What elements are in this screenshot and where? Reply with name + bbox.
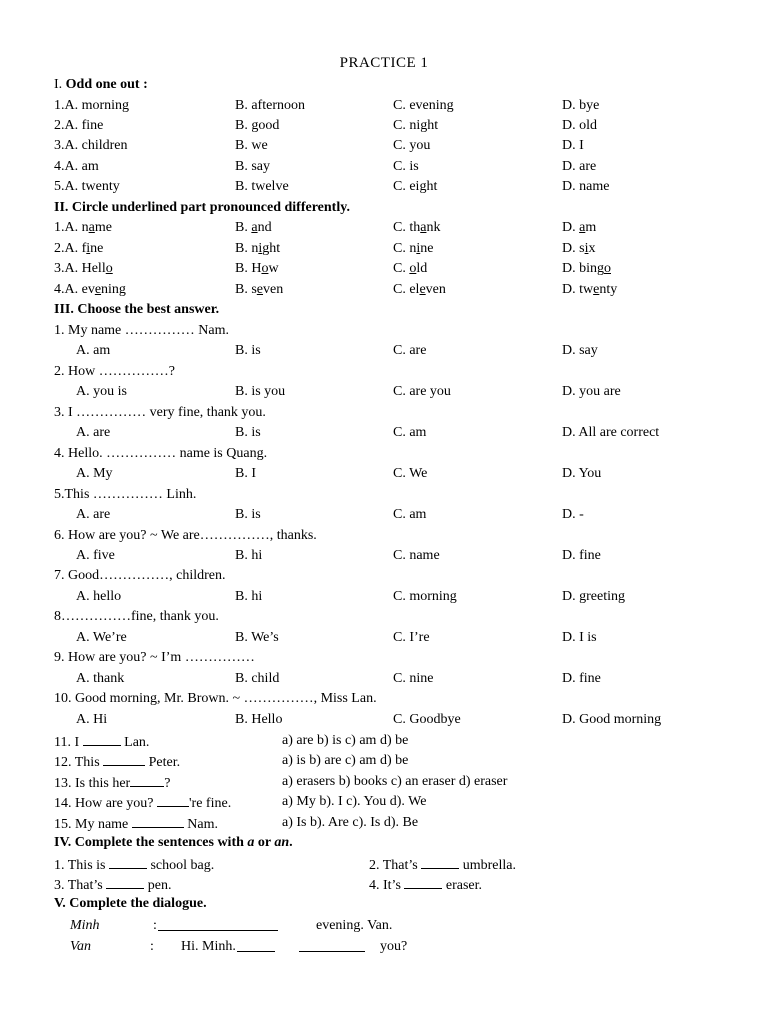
question-text: 9. How are you? ~ I’m …………… bbox=[54, 650, 255, 665]
speaker-colon: : bbox=[150, 939, 154, 954]
option-b: B. is bbox=[235, 507, 261, 522]
option-a: 1.A. morning bbox=[54, 98, 130, 113]
question-text: 15. My name Nam. bbox=[54, 813, 218, 835]
answer-blank[interactable] bbox=[237, 937, 275, 952]
section-1-heading bbox=[54, 75, 148, 95]
question-text: 12. This Peter. bbox=[54, 751, 180, 773]
option-d: D. fine bbox=[562, 671, 601, 686]
option-d: D. are bbox=[562, 159, 597, 174]
question-text: 4. Hello. …………… name is Quang. bbox=[54, 446, 268, 461]
option-b: B. hi bbox=[235, 548, 263, 563]
section-2-heading bbox=[54, 198, 350, 218]
speaker-name: Van bbox=[70, 939, 91, 954]
section-2-title: II. Circle underlined part pronounced differently. bbox=[54, 200, 350, 215]
section-1-row bbox=[0, 136, 768, 156]
option-b: B. good bbox=[235, 118, 280, 133]
option-c: C. are you bbox=[393, 384, 451, 399]
option-b: B. seven bbox=[235, 282, 284, 297]
inline-question bbox=[0, 731, 768, 751]
option-a: A. am bbox=[76, 343, 111, 358]
section-1-row bbox=[0, 177, 768, 197]
question-options: a) are b) is c) am d) be bbox=[282, 733, 409, 748]
option-d: D. I is bbox=[562, 630, 597, 645]
option-d: D. fine bbox=[562, 548, 601, 563]
option-b: B. afternoon bbox=[235, 98, 305, 113]
option-b: B. and bbox=[235, 220, 272, 235]
question-options bbox=[0, 382, 768, 402]
option-c: C. evening bbox=[393, 98, 454, 113]
section-2-row bbox=[0, 239, 768, 259]
option-b: B. night bbox=[235, 241, 281, 256]
dialogue-text: Hi. Minh. bbox=[181, 939, 236, 954]
question-text: 10. Good morning, Mr. Brown. ~ ……………, Miss Lan. bbox=[54, 691, 377, 706]
option-a: 1.A. name bbox=[54, 220, 112, 235]
sentence-item: 2. That’s umbrella. bbox=[369, 854, 516, 876]
option-a: A. are bbox=[76, 507, 111, 522]
section-3-title: III. Choose the best answer. bbox=[54, 302, 220, 317]
option-b: B. I bbox=[235, 466, 256, 481]
option-d: D. you are bbox=[562, 384, 621, 399]
question-text: 1. My name …………… Nam. bbox=[54, 323, 229, 338]
inline-question bbox=[0, 813, 768, 833]
option-a: A. My bbox=[76, 466, 113, 481]
question-text: 8……………fine, thank you. bbox=[54, 609, 219, 624]
question-options bbox=[0, 628, 768, 648]
answer-blank[interactable] bbox=[299, 937, 365, 952]
option-b: B. child bbox=[235, 671, 280, 686]
section-2-row bbox=[0, 259, 768, 279]
option-a: A. you is bbox=[76, 384, 127, 399]
option-c: C. am bbox=[393, 425, 427, 440]
question-text: 6. How are you? ~ We are……………, thanks. bbox=[54, 528, 317, 543]
option-d: D. I bbox=[562, 138, 584, 153]
option-d: D. greeting bbox=[562, 589, 625, 604]
question-options bbox=[0, 341, 768, 361]
option-d: D. bingo bbox=[562, 261, 611, 276]
option-a: 5.A. twenty bbox=[54, 179, 120, 194]
option-b: B. we bbox=[235, 138, 268, 153]
section-2-row bbox=[0, 218, 768, 238]
option-c: C. eight bbox=[393, 179, 438, 194]
question-options bbox=[0, 710, 768, 730]
question-options bbox=[0, 464, 768, 484]
speaker-colon: : bbox=[153, 918, 157, 933]
option-a: A. five bbox=[76, 548, 115, 563]
option-c: C. nine bbox=[393, 241, 434, 256]
question-text: 13. Is this her ? bbox=[54, 772, 170, 794]
dialogue-text: evening. Van. bbox=[316, 918, 393, 933]
answer-blank[interactable] bbox=[158, 916, 278, 931]
question-options: a) is b) are c) am d) be bbox=[282, 753, 409, 768]
option-c: C. old bbox=[393, 261, 428, 276]
option-d: D. name bbox=[562, 179, 610, 194]
question-text: 3. I …………… very fine, thank you. bbox=[54, 405, 266, 420]
answer-blank[interactable] bbox=[83, 731, 121, 746]
option-c: C. thank bbox=[393, 220, 441, 235]
question-text: 2. How ……………? bbox=[54, 364, 175, 379]
answer-blank[interactable] bbox=[106, 874, 144, 889]
dialogue-line bbox=[0, 937, 768, 957]
question-text: 7. Good……………, children. bbox=[54, 568, 226, 583]
option-a: A. We’re bbox=[76, 630, 127, 645]
page-title: PRACTICE 1 bbox=[339, 55, 429, 71]
dialogue-line bbox=[0, 916, 768, 936]
option-a: A. are bbox=[76, 425, 111, 440]
option-d: D. six bbox=[562, 241, 596, 256]
option-c: C. am bbox=[393, 507, 427, 522]
option-b: B. We’s bbox=[235, 630, 279, 645]
option-d: D. twenty bbox=[562, 282, 618, 297]
option-c: C. night bbox=[393, 118, 439, 133]
option-c: C. eleven bbox=[393, 282, 446, 297]
question-text: 5.This …………… Linh. bbox=[54, 487, 197, 502]
sentence-row bbox=[0, 854, 768, 874]
section-5-title: V. Complete the dialogue. bbox=[54, 896, 207, 911]
answer-blank[interactable] bbox=[404, 874, 442, 889]
option-d: D. Good morning bbox=[562, 712, 662, 727]
option-a: 2.A. fine bbox=[54, 118, 104, 133]
option-c: C. We bbox=[393, 466, 428, 481]
option-b: B. say bbox=[235, 159, 270, 174]
option-c: C. I’re bbox=[393, 630, 430, 645]
section-2-row bbox=[0, 280, 768, 300]
option-c: C. is bbox=[393, 159, 419, 174]
option-d: D. You bbox=[562, 466, 602, 481]
question-options bbox=[0, 423, 768, 443]
option-b: B. is you bbox=[235, 384, 286, 399]
option-d: D. - bbox=[562, 507, 584, 522]
question-options: a) My b). I c). You d). We bbox=[282, 794, 427, 809]
sentence-item: 3. That’s pen. bbox=[54, 874, 171, 896]
section-4-heading: IV. Complete the sentences with a or an. bbox=[54, 835, 293, 850]
question-options: a) erasers b) books c) an eraser d) eraser bbox=[282, 774, 508, 789]
question-text: 11. I Lan. bbox=[54, 731, 149, 753]
question-options bbox=[0, 669, 768, 689]
answer-blank[interactable] bbox=[421, 854, 459, 869]
section-5-heading bbox=[54, 894, 207, 914]
option-b: B. is bbox=[235, 343, 261, 358]
answer-blank[interactable] bbox=[157, 792, 189, 807]
option-a: A. Hi bbox=[76, 712, 108, 727]
option-b: B. is bbox=[235, 425, 261, 440]
sentence-row bbox=[0, 874, 768, 894]
section-3-heading bbox=[54, 300, 219, 320]
sentence-item: 4. It’s eraser. bbox=[369, 874, 482, 896]
option-c: C. nine bbox=[393, 671, 434, 686]
option-b: B. hi bbox=[235, 589, 263, 604]
option-a: 4.A. am bbox=[54, 159, 99, 174]
question-options bbox=[0, 546, 768, 566]
section-1-row bbox=[0, 157, 768, 177]
option-c: C. name bbox=[393, 548, 440, 563]
section-1-number: I. bbox=[54, 77, 66, 92]
option-d: D. old bbox=[562, 118, 597, 133]
option-c: C. morning bbox=[393, 589, 457, 604]
section-1-title: Odd one out : bbox=[65, 77, 148, 92]
option-a: A. thank bbox=[76, 671, 125, 686]
option-c: C. you bbox=[393, 138, 431, 153]
option-b: B. twelve bbox=[235, 179, 289, 194]
option-a: 3.A. children bbox=[54, 138, 128, 153]
option-a: A. hello bbox=[76, 589, 122, 604]
question-options: a) Is b). Are c). Is d). Be bbox=[282, 815, 419, 830]
section-1-row bbox=[0, 116, 768, 136]
option-b: B. Hello bbox=[235, 712, 283, 727]
option-a: 3.A. Hello bbox=[54, 261, 113, 276]
question-text: 14. How are you? 're fine. bbox=[54, 792, 231, 814]
answer-blank[interactable] bbox=[132, 813, 184, 828]
question-options bbox=[0, 587, 768, 607]
option-d: D. All are correct bbox=[562, 425, 660, 440]
option-c: C. Goodbye bbox=[393, 712, 461, 727]
dialogue-text: you? bbox=[380, 939, 408, 954]
inline-question bbox=[0, 751, 768, 771]
speaker-name: Minh bbox=[70, 918, 100, 933]
inline-question bbox=[0, 792, 768, 812]
option-d: D. bye bbox=[562, 98, 600, 113]
option-c: C. are bbox=[393, 343, 427, 358]
sentence-item: 1. This is school bag. bbox=[54, 854, 214, 876]
answer-blank[interactable] bbox=[109, 854, 147, 869]
option-b: B. How bbox=[235, 261, 279, 276]
option-a: 4.A. evening bbox=[54, 282, 126, 297]
option-d: D. say bbox=[562, 343, 598, 358]
answer-blank[interactable] bbox=[103, 751, 145, 766]
answer-blank[interactable] bbox=[130, 772, 164, 787]
option-a: 2.A. fine bbox=[54, 241, 104, 256]
question-options bbox=[0, 505, 768, 525]
inline-question bbox=[0, 772, 768, 792]
option-d: D. am bbox=[562, 220, 597, 235]
section-1-row bbox=[0, 96, 768, 116]
